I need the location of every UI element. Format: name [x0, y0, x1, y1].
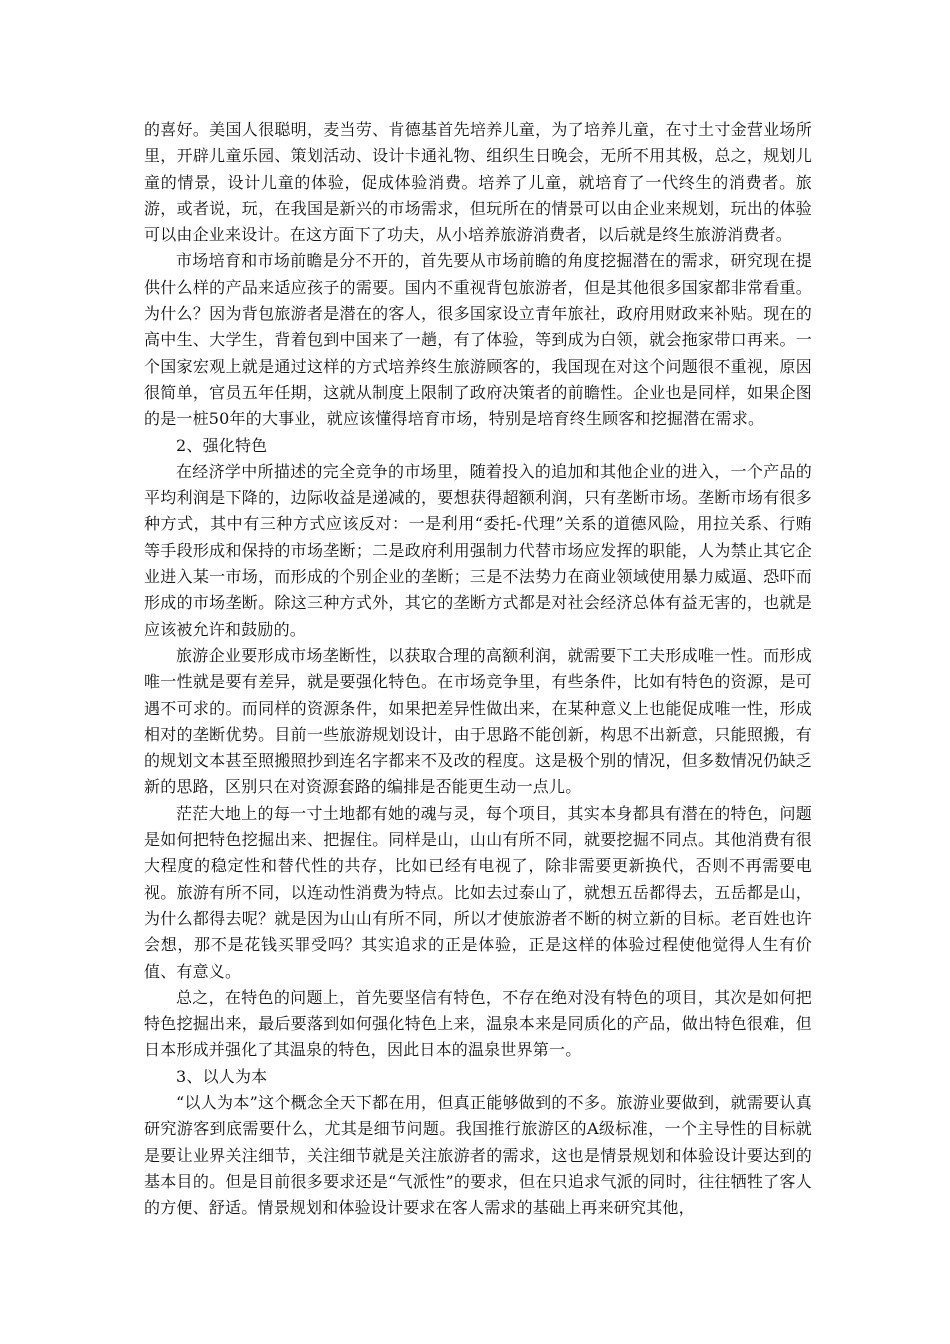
paragraph: 旅游企业要形成市场垄断性，以获取合理的高额利润，就需要下工夫形成唯一性。而形成唯一性就是要有差异，就是要强化特色。在市场竞争里，有些条件，比如有特色的资源，是可遇不可求的。而同样的资源条件，如果把差异性做出来，在某种意义上也能促成唯一性，形成相对的垄断优势。目前一些旅游规划设计，由于思路不能创新，构思不出新意，只能照搬，有的规划文本甚至照搬照抄到连名字都来不及改的程度。这是极个别的情况，但多数情况仍缺乏新的思路，区别只在对资源套路的编排是否能更生动一点儿。	[144, 645, 812, 797]
document-body	[144, 117, 812, 1221]
paragraph: “以人为本”这个概念全天下都在用，但真正能够做到的不多。旅游业要做到，就需要认真研究游客到底需要什么，尤其是细节问题。我国推行旅游区的A级标准，一个主导性的目标就是要让业界关注细节，关注细节就是关注旅游者的需求，这也是情景规划和体验设计要达到的基本目的。但是目前很多要求还是“气派性”的要求，但在只追求气派的同时，往往牺牲了客人的方便、舒适。情景规划和体验设计要求在客人需求的基础上再来研究其他，	[144, 1092, 812, 1218]
paragraph: 总之，在特色的问题上，首先要坚信有特色，不存在绝对没有特色的项目，其次是如何把特色挖掘出来，最后要落到如何强化特色上来，温泉本来是同质化的产品，做出特色很难，但日本形成并强化了其温泉的特色，因此日本的温泉世界第一。	[144, 987, 812, 1060]
section-heading: 3、以人为本	[176, 1066, 268, 1086]
paragraph: 市场培育和市场前瞻是分不开的，首先要从市场前瞻的角度挖掘潜在的需求，研究现在提供什么样的产品来适应孩子的需要。国内不重视背包旅游者，但是其他很多国家都非常看重。为什么？因为背包旅游者是潜在的客人，很多国家设立青年旅社，政府用财政来补贴。现在的高中生、大学生，背着包到中国来了一趟，有了体验，等到成为白领，就会拖家带口再来。一个国家宏观上就是通过这样的方式培养终生旅游顾客的，我国现在对这个问题很不重视，原因很简单，官员五年任期，这就从制度上限制了政府决策者的前瞻性。企业也是同样，如果企图的是一桩50年的大事业，就应该懂得培育市场，特别是培育终生顾客和挖掘潜在需求。	[144, 251, 812, 429]
paragraph: 茫茫大地上的每一寸土地都有她的魂与灵，每个项目，其实本身都具有潜在的特色，问题是如何把特色挖掘出来、把握住。同样是山，山山有所不同，就要挖掘不同点。其他消费有很大程度的稳定性和替代性的共存，比如已经有电视了，除非需要更新换代，否则不再需要电视。旅游有所不同，以连动性消费为特点。比如去过泰山了，就想五岳都得去，五岳都是山，为什么都得去呢？就是因为山山有所不同，所以才使旅游者不断的树立新的目标。老百姓也许会想，那不是花钱买罪受吗？其实追求的正是体验，正是这样的体验过程使他觉得人生有价值、有意义。	[144, 803, 812, 981]
section-heading: 2、强化特色	[176, 435, 268, 455]
paragraph: 在经济学中所描述的完全竞争的市场里，随着投入的追加和其他企业的进入，一个产品的平均利润是下降的，边际收益是递减的，要想获得超额利润，只有垄断市场。垄断市场有很多种方式，其中有三种方式应该反对：一是利用“委托-代理”关系的道德风险，用拉关系、行贿等手段形成和保持的市场垄断；二是政府利用强制力代替市场应发挥的职能，人为禁止其它企业进入某一市场，而形成的个别企业的垄断；三是不法势力在商业领域使用暴力威逼、恐吓而形成的市场垄断。除这三种方式外，其它的垄断方式都是对社会经济总体有益无害的，也就是应该被允许和鼓励的。	[144, 461, 812, 639]
paragraph: 的喜好。美国人很聪明，麦当劳、肯德基首先培养儿童，为了培养儿童，在寸土寸金营业场所里，开辟儿童乐园、策划活动、设计卡通礼物、组织生日晚会，无所不用其极，总之，规划儿童的情景，设计儿童的体验，促成体验消费。培养了儿童，就培育了一代终生的消费者。旅游，或者说，玩，在我国是新兴的市场需求，但玩所在的情景可以由企业来规划，玩出的体验可以由企业来设计。在这方面下了功夫，从小培养旅游消费者，以后就是终生旅游消费者。	[144, 120, 812, 245]
